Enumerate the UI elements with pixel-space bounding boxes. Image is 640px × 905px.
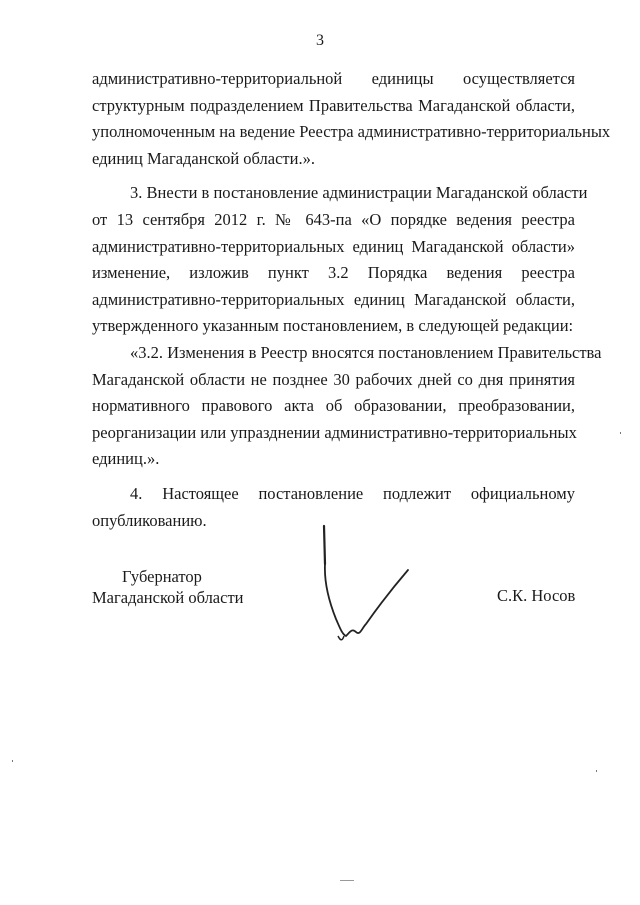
signatory-region: Магаданской области — [92, 588, 244, 607]
page-number: 3 — [316, 32, 324, 49]
signatory-position: Губернатор — [122, 567, 202, 586]
text-line: административно-территориальных единиц Магаданской области» — [92, 236, 575, 256]
text-line: 3. Внести в постановление администрации Магаданской области — [130, 183, 588, 203]
paragraph-2 — [92, 180, 588, 340]
text-line: реорганизации или упразднении административно-территориальных — [92, 422, 577, 442]
text-line: административно-территориальных единиц Магаданской области, — [92, 289, 575, 309]
text-line: уполномоченным на ведение Реестра административно-территориальных — [92, 122, 611, 142]
text-line: Магаданской области не позднее 30 рабочих дней со дня принятия — [92, 369, 575, 389]
scan-speck — [596, 770, 597, 772]
signatory-title — [92, 566, 244, 608]
text-line: единиц.». — [92, 449, 160, 469]
text-line: от 13 сентября 2012 г. № 643-па «О порядке ведения реестра — [92, 209, 575, 229]
signatory-name: С.К. Носов — [497, 586, 576, 605]
handwritten-signature — [310, 524, 430, 650]
text-line: административно-территориальной единицы осуществляется — [92, 69, 575, 88]
text-line: изменение, изложив пункт 3.2 Порядка ведения реестра — [92, 263, 575, 283]
paragraph-3 — [92, 340, 602, 473]
text-line: нормативного правового акта об образовании, преобразовании, — [92, 396, 575, 416]
paragraph-1 — [92, 66, 611, 172]
text-line: 4. Настоящее постановление подлежит официальному — [130, 483, 575, 503]
text-line: опубликованию. — [92, 510, 207, 530]
document-body — [92, 66, 611, 534]
text-line: утвержденного указанным постановлением, в следующей редакции: — [92, 316, 574, 336]
scan-speck — [620, 432, 621, 434]
text-line: единиц Магаданской области.». — [92, 148, 315, 168]
text-line: структурным подразделением Правительства Магаданской области, — [92, 95, 575, 115]
scan-speck — [12, 760, 13, 762]
text-line: «3.2. Изменения в Реестр вносятся постановлением Правительства — [130, 342, 602, 362]
scan-speck — [340, 880, 354, 881]
